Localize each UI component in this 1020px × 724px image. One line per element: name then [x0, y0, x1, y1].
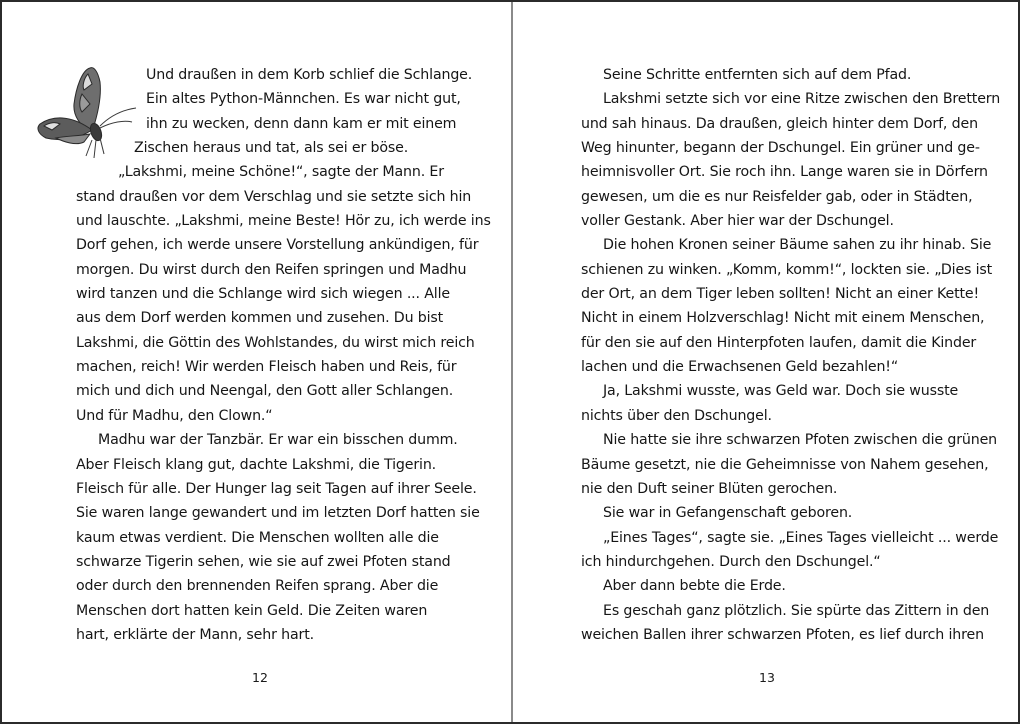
text-line: ihn zu wecken, denn dann kam er mit einem [146, 115, 457, 132]
text-line: Nicht in einem Holzverschlag! Nicht mit einem Menschen, [581, 310, 985, 327]
text-line: „Eines Tages“, sagte sie. „Eines Tages vielleicht ... werde [603, 529, 999, 546]
text-line: Und draußen in dem Korb schlief die Schlange. [146, 67, 473, 83]
text-line: wird tanzen und die Schlange wird sich wiegen ... Alle [76, 286, 450, 303]
text-line: Weg hinunter, begann der Dschungel. Ein grüner und ge- [581, 140, 980, 157]
text-line: oder durch den brennenden Reifen sprang. Aber die [76, 578, 439, 595]
text-line: Ein altes Python-Männchen. Es war nicht gut, [146, 91, 461, 108]
text-line: heimnisvoller Ort. Sie roch ihn. Lange waren sie in Dörfern [581, 164, 988, 181]
text-line: Und für Madhu, den Clown.“ [76, 407, 273, 424]
text-line: und lauschte. „Lakshmi, meine Beste! Hör zu, ich werde ins [76, 213, 491, 230]
page-number: 12 [252, 670, 268, 685]
text-line: schienen zu winken. „Komm, komm!“, lockten sie. „Dies ist [581, 261, 993, 278]
page-number: 13 [759, 670, 775, 685]
right-page-text [581, 63, 1001, 647]
left-page-text [76, 63, 491, 647]
text-line: Zischen heraus und tat, als sei er böse. [134, 140, 409, 157]
text-line: Menschen dort hatten kein Geld. Die Zeiten waren [76, 602, 428, 619]
text-line: der Ort, an dem Tiger leben sollten! Nicht an einer Kette! [581, 286, 980, 303]
text-line: nie den Duft seiner Blüten gerochen. [581, 480, 838, 497]
text-line: stand draußen vor dem Verschlag und sie setzte sich hin [76, 188, 472, 205]
text-line: Madhu war der Tanzbär. Er war ein bisschen dumm. [98, 432, 458, 449]
text-line: Aber Fleisch klang gut, dachte Lakshmi, die Tigerin. [76, 456, 437, 473]
text-line: hart, erklärte der Mann, sehr hart. [76, 626, 314, 643]
text-line: und sah hinaus. Da draußen, gleich hinter dem Dorf, den [581, 115, 978, 132]
text-line: nichts über den Dschungel. [581, 407, 772, 424]
text-line: morgen. Du wirst durch den Reifen springen und Madhu [76, 261, 467, 278]
text-line: voller Gestank. Aber hier war der Dschungel. [581, 213, 894, 230]
text-line: Es geschah ganz plötzlich. Sie spürte das Zittern in den [603, 602, 990, 619]
right-page [513, 2, 1020, 722]
text-line: Aber dann bebte die Erde. [603, 578, 786, 595]
text-line: mich und dich und Neengal, den Gott aller Schlangen. [76, 383, 454, 400]
text-line: Sie waren lange gewandert und im letzten Dorf hatten sie [76, 505, 480, 522]
text-line: aus dem Dorf werden kommen und zusehen. Du bist [76, 310, 444, 327]
text-line: Nie hatte sie ihre schwarzen Pfoten zwischen die grünen [603, 432, 998, 449]
text-line: kaum etwas verdient. Die Menschen wollten alle die [76, 529, 439, 546]
text-line: Ja, Lakshmi wusste, was Geld war. Doch sie wusste [603, 383, 959, 400]
left-page [2, 2, 510, 722]
text-line: weichen Ballen ihrer schwarzen Pfoten, es lief durch ihren [581, 626, 984, 643]
text-line: ich hindurchgehen. Durch den Dschungel.“ [581, 553, 881, 570]
text-line: lachen und die Erwachsenen Geld bezahlen!“ [581, 359, 899, 376]
text-line: schwarze Tigerin sehen, wie sie auf zwei Pfoten stand [76, 553, 451, 570]
text-line: Die hohen Kronen seiner Bäume sahen zu ihr hinab. Sie [603, 237, 992, 254]
text-line: Dorf gehen, ich werde unsere Vorstellung ankündigen, für [76, 237, 479, 254]
text-line: Lakshmi setzte sich vor eine Ritze zwischen den Brettern [603, 91, 1001, 108]
text-line: für den sie auf den Hinterpfoten laufen, damit die Kinder [581, 334, 977, 351]
text-line: Lakshmi, die Göttin des Wohlstandes, du wirst mich reich [76, 334, 475, 351]
text-line: Bäume gesetzt, nie die Geheimnisse von Nahem gesehen, [581, 456, 989, 473]
text-line: gewesen, um die es nur Reisfelder gab, oder in Städten, [581, 188, 973, 205]
text-line: Seine Schritte entfernten sich auf dem Pfad. [603, 67, 912, 83]
text-line: „Lakshmi, meine Schöne!“, sagte der Mann. Er [118, 164, 444, 181]
text-line: machen, reich! Wir werden Fleisch haben und Reis, für [76, 359, 457, 376]
text-line: Sie war in Gefangenschaft geboren. [603, 505, 853, 522]
text-line: Fleisch für alle. Der Hunger lag seit Tagen auf ihrer Seele. [76, 480, 477, 497]
